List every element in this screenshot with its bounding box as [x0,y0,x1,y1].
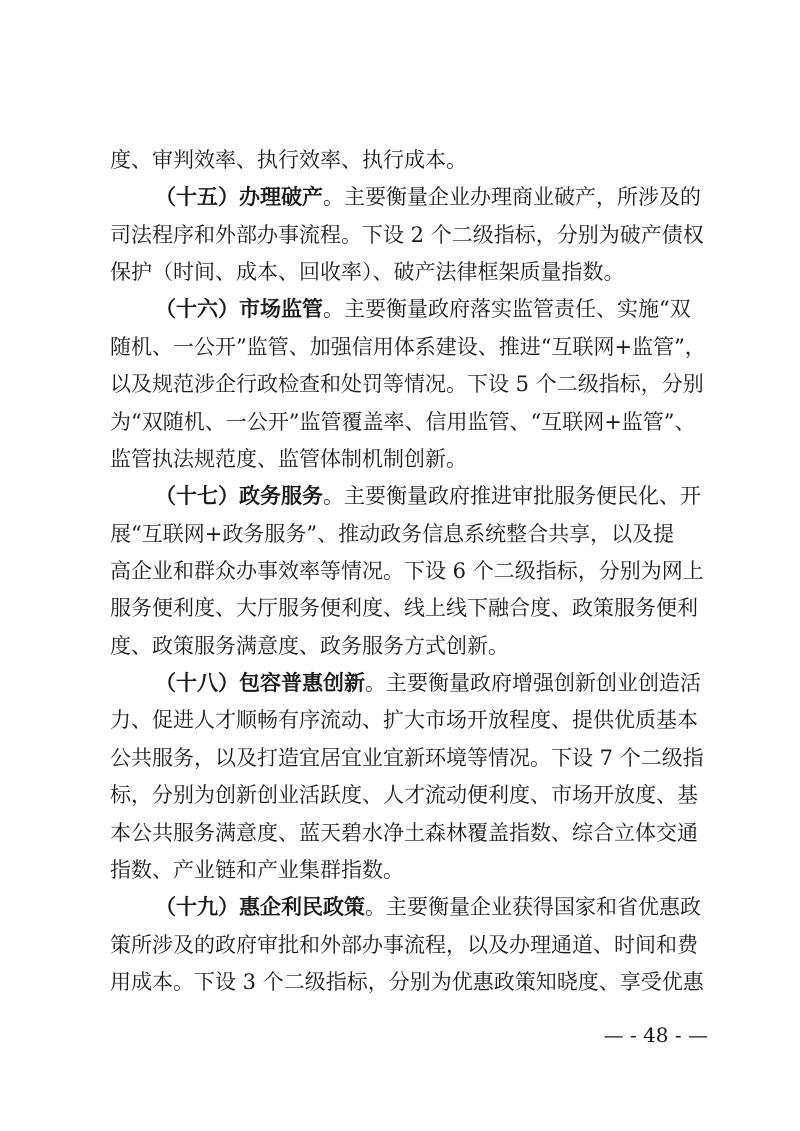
text-line: 服务便利度、大厅服务便利度、线上线下融合度、政策服务便利 [110,596,698,620]
text-line: 度、审判效率、执行效率、执行成本。 [110,148,467,172]
text-line: 度、政策服务满意度、政务服务方式创新。 [110,634,509,658]
section-heading: （十九）惠企利民政策 [155,894,365,919]
text-line: 高企业和群众办事效率等情况。下设 6 个二级指标，分别为网上 [110,559,704,583]
text-line: 随机、一公开”监管、加强信用体系建设、推进“互联网+监管”， [110,335,706,359]
text-line: 以及规范涉企行政检查和处罚等情况。下设 5 个二级指标，分别 [110,372,704,396]
text-line: 展“互联网+政务服务”、推动政务信息系统整合共享，以及提 [110,522,675,546]
paragraph-17-first-line: （十七）政务服务。主要衡量政府推进审批服务便民化、开 [155,483,701,508]
section-heading: （十五）办理破产 [155,184,323,209]
text-line: 为“双随机、一公开”监管覆盖率、信用监管、“互联网+监管”、 [110,410,696,434]
paragraph-18-first-line: （十八）包容普惠创新。主要衡量政府增强创新创业创造活 [155,670,701,695]
text-line: 公共服务，以及打造宜居宜业宜新环境等情况。下设 7 个二级指 [110,746,704,770]
text-line: 监管执法规范度、监管体制机制创新。 [110,447,467,471]
text-line: 司法程序和外部办事流程。下设 2 个二级指标，分别为破产债权 [110,223,704,247]
section-heading: （十六）市场监管 [155,296,323,321]
text-line: 保护（时间、成本、回收率）、破产法律框架质量指数。 [110,260,625,284]
paragraph-19-first-line: （十九）惠企利民政策。主要衡量企业获得国家和省优惠政 [155,894,701,919]
text-line: 力、促进人才顺畅有序流动、扩大市场开放程度、提供优质基本 [110,708,698,732]
text-line: 策所涉及的政府审批和外部办事流程，以及办理通道、时间和费 [110,933,698,957]
text-line: 本公共服务满意度、蓝天碧水净土森林覆盖指数、综合立体交通 [110,821,698,845]
section-heading: （十七）政务服务 [155,483,323,508]
text-line: 指数、产业链和产业集群指数。 [110,858,404,882]
page-number: — - 48 - — [603,1023,708,1047]
paragraph-16-first-line: （十六）市场监管。主要衡量政府落实监管责任、实施“双 [155,296,691,321]
section-heading: （十八）包容普惠创新 [155,670,365,695]
text-line: 用成本。下设 3 个二级指标，分别为优惠政策知晓度、享受优惠 [110,970,704,994]
text-line: 标，分别为创新创业活跃度、人才流动便利度、市场开放度、基 [110,783,698,807]
paragraph-15-first-line: （十五）办理破产。主要衡量企业办理商业破产，所涉及的 [155,184,701,209]
